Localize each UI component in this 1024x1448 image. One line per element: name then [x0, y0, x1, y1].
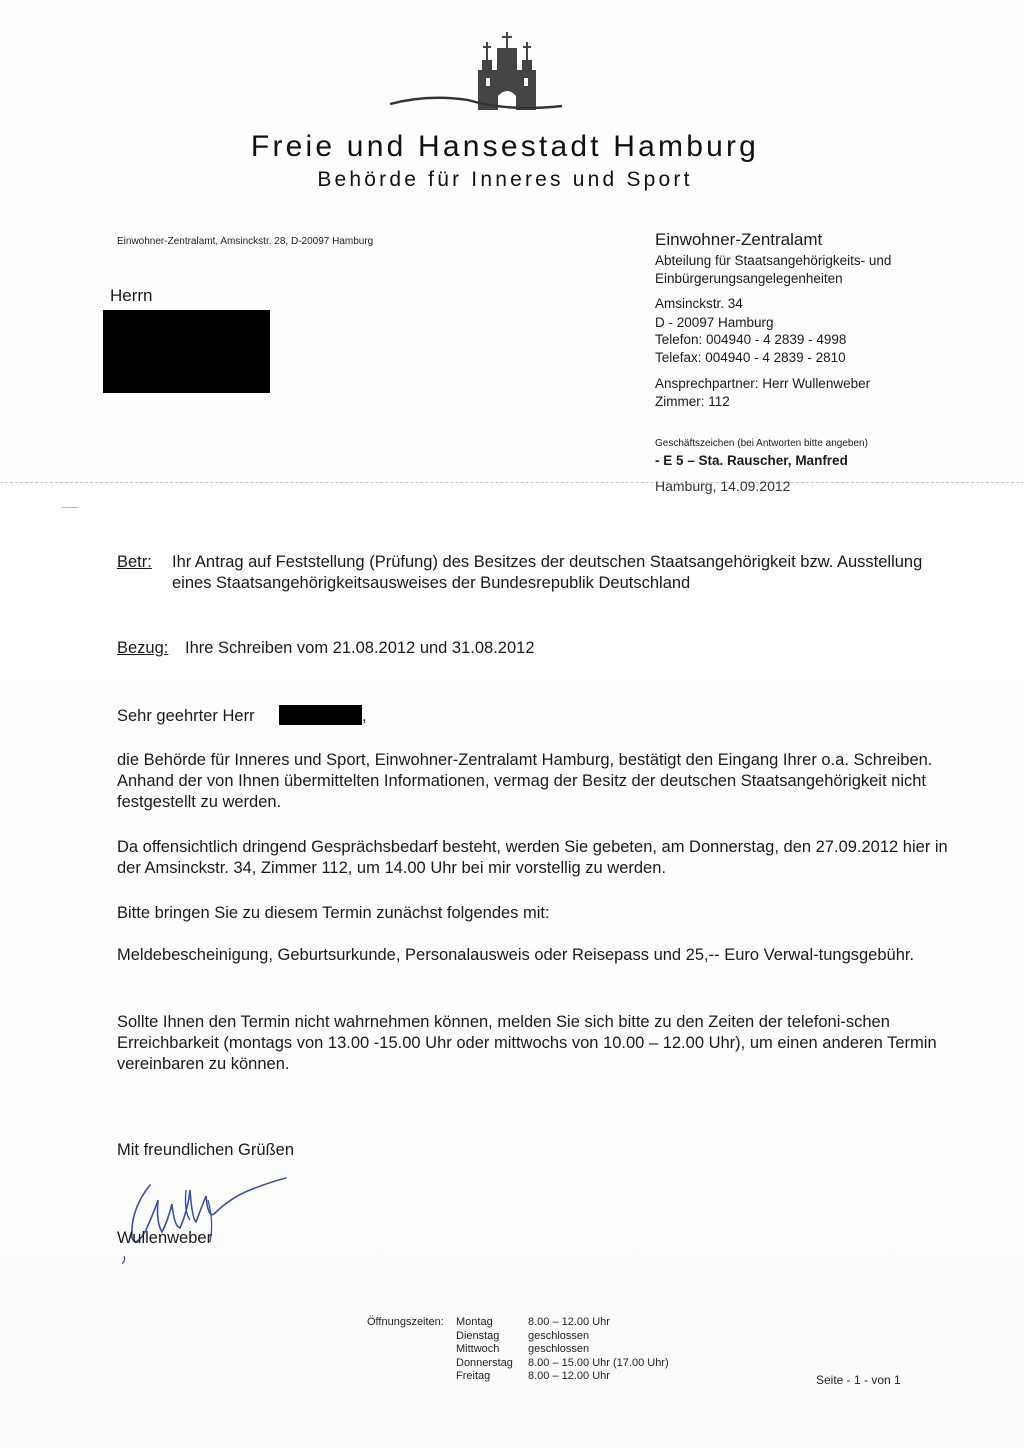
opening-hours-table	[456, 1316, 669, 1384]
office-phone: Telefon: 004940 - 4 2839 - 4998	[655, 332, 847, 347]
paragraph-appointment: Da offensichtlich dringend Gesprächsbedarf besteht, werden Sie gebeten, am Donnerstag, den 27.09.2012 hier in der Amsinckstr. 34, Zimmer 112, um 14.00 Uhr bei mir vorstellig zu werden.	[117, 838, 948, 877]
opening-hours-day: Mittwoch	[456, 1343, 500, 1355]
department-division-line1: Abteilung für Staatsangehörigkeits- und	[655, 253, 892, 268]
office-street: Amsinckstr. 34	[655, 296, 743, 311]
opening-hours-row	[456, 1343, 669, 1357]
opening-hours-time: geschlossen	[528, 1343, 590, 1355]
page-number: Seite - 1 - von 1	[816, 1373, 901, 1387]
closing-phrase: Mit freundlichen Grüßen	[117, 1141, 294, 1159]
opening-hours-row	[456, 1357, 669, 1371]
recipient-salutation: Herrn	[110, 286, 153, 305]
recipient-address-redaction	[103, 310, 270, 393]
contact-person: Ansprechpartner: Herr Wullenweber	[655, 376, 871, 391]
opening-hours-label: Öffnungszeiten:	[367, 1316, 444, 1328]
opening-hours-time: 8.00 – 12.00 Uhr	[528, 1370, 610, 1382]
subject-text: Ihr Antrag auf Feststellung (Prüfung) des Besitzes der deutschen Staatsangehörigkeit bzw. Ausstellung eines Staatsangehörigkeitsausweises der Bundesrepublik Deutschland	[172, 553, 923, 592]
greeting: Sehr geehrter Herr	[117, 707, 255, 725]
opening-hours-time: 8.00 – 12.00 Uhr	[528, 1316, 610, 1328]
greeting-comma: ,	[362, 707, 367, 725]
subject-label: Betr:	[117, 553, 152, 571]
department-division-line2: Einbürgerungsangelegenheiten	[655, 271, 843, 286]
opening-hours-row	[456, 1330, 669, 1344]
signer-name: Wullenweber	[117, 1229, 213, 1247]
organization-subtitle: Behörde für Inneres und Sport	[317, 168, 693, 191]
paragraph-receipt: die Behörde für Inneres und Sport, Einwohner-Zentralamt Hamburg, bestätigt den Eingang Ihrer o.a. Schreiben. Anhand der von Ihnen übermittelten Informationen, vermag der Besitz der deutschen Staatsangehörigkeit nicht festgestellt zu werden.	[117, 751, 933, 811]
organization-title: Freie und Hansestadt Hamburg	[250, 130, 760, 163]
opening-hours-day: Dienstag	[456, 1329, 500, 1342]
hamburg-crest-logo	[388, 30, 564, 116]
opening-hours-row	[456, 1370, 669, 1384]
opening-hours-day: Freitag	[456, 1370, 491, 1382]
reference-number: - E 5 – Sta. Rauscher, Manfred	[655, 453, 848, 468]
paragraph-reschedule: Sollte Ihnen den Termin nicht wahrnehmen können, melden Sie sich bitte zu den Zeiten der telefoni-schen Erreichbarkeit (montags von 13.00 -15.00 Uhr oder mittwochs von 10.00 – 12.00 Uhr), um einen anderen Termin vereinbaren zu können.	[117, 1013, 937, 1073]
opening-hours-day: Donnerstag	[456, 1356, 513, 1369]
paragraph-bring-items-intro: Bitte bringen Sie zu diesem Termin zunächst folgendes mit:	[117, 904, 550, 922]
opening-hours-time: geschlossen	[528, 1329, 590, 1342]
letter-date: Hamburg, 14.09.2012	[655, 478, 791, 494]
contact-room: Zimmer: 112	[655, 394, 730, 409]
opening-hours-row	[456, 1316, 669, 1330]
sender-address-line: Einwohner-Zentralamt, Amsinckstr. 28, D-20097 Hamburg	[117, 236, 374, 247]
reference-text: Ihre Schreiben vom 21.08.2012 und 31.08.2012	[185, 639, 535, 657]
reference-label: Bezug:	[117, 639, 169, 657]
paragraph-documents-list: Meldebescheinigung, Geburtsurkunde, Personalausweis oder Reisepass und 25,-- Euro Verwal-tungsgebühr.	[117, 946, 915, 964]
opening-hours-day: Montag	[456, 1316, 493, 1328]
reference-note: Geschäftszeichen (bei Antworten bitte angeben)	[655, 438, 868, 449]
office-fax: Telefax: 004940 - 4 2839 - 2810	[655, 350, 846, 365]
department-name: Einwohner-Zentralamt	[655, 230, 823, 249]
handwritten-signature	[110, 1160, 300, 1265]
office-city: D - 20097 Hamburg	[655, 315, 774, 330]
fold-mark	[62, 507, 78, 508]
name-redaction	[279, 705, 362, 725]
fold-line	[0, 482, 1024, 483]
opening-hours-time: 8.00 – 15.00 Uhr (17.00 Uhr)	[528, 1356, 669, 1369]
